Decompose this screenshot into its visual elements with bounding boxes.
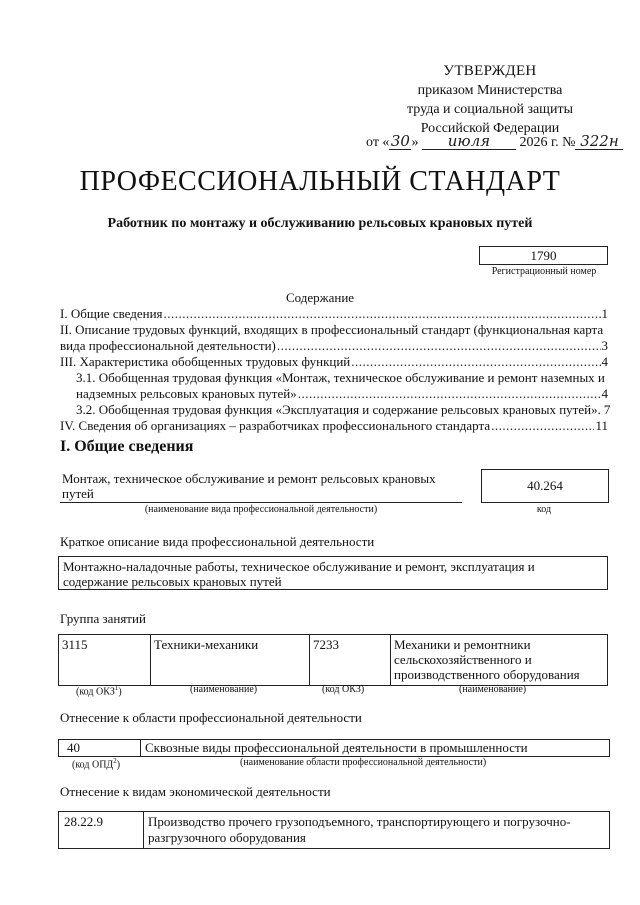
field-name-caption: (наименование области профессиональной деятельности) (240, 757, 487, 768)
name-caption: (наименование) (190, 684, 258, 695)
caption-text: (код ОПД (72, 759, 114, 771)
toc-item[interactable] (60, 306, 608, 322)
brief-description-label: Краткое описание вида профессиональной деятельности (60, 534, 375, 549)
divider (60, 502, 462, 503)
toc-item[interactable] (60, 402, 611, 418)
toc-item[interactable] (60, 370, 608, 402)
occupation-name-cell: Механики и ремонтники сельскохозяйственного и производственного оборудования (391, 635, 608, 686)
okz-code-caption (76, 684, 122, 697)
caption-text: ) (116, 759, 121, 771)
toc-item[interactable] (60, 418, 608, 434)
toc-item-page: 3 (601, 338, 608, 353)
toc-title: Содержание (285, 290, 355, 305)
footnote-mark: 1 (114, 684, 119, 692)
page-title: ПРОФЕССИОНАЛЬНЫЙ СТАНДАРТ (79, 166, 561, 197)
field-label: Отнесение к области профессиональной деятельности (60, 710, 362, 725)
name-caption: (наименование) (459, 684, 527, 695)
order-day: 30 (390, 132, 410, 150)
toc-item-text: III. Характеристика обобщенных трудовых функций (60, 354, 351, 369)
toc-leader (277, 338, 601, 354)
toc-leader (164, 306, 601, 322)
order-year: 2026 г. № (519, 135, 576, 150)
toc-item-text: 3.2. Обобщенная трудовая функция «Эксплуатация и содержание рельсовых крановых путей». (76, 402, 601, 417)
toc-item-text: I. Общие сведения (60, 306, 163, 321)
toc-leader (491, 418, 594, 434)
activity-kind-name: Монтаж, техническое обслуживание и ремонт рельсовых крановых путей (62, 471, 436, 501)
toc-leader (351, 354, 600, 370)
toc-item-page: 4 (601, 354, 608, 369)
toc-item[interactable] (60, 322, 608, 354)
activity-code: 40.264 (481, 469, 609, 503)
opd-code-caption (72, 757, 120, 770)
section-title: I. Общие сведения (60, 438, 194, 455)
brief-description: Монтажно-наладочные работы, техническое обслуживание и ремонт, эксплуатация и содержание рельсовых крановых путей (58, 556, 608, 590)
field-code: 40 (67, 740, 80, 755)
approval-line-2: труда и социальной защиты (407, 102, 573, 117)
activity-code-caption: код (536, 504, 552, 515)
footnote-mark: 2 (113, 757, 117, 765)
okz-code-cell: 7233 (310, 635, 391, 686)
caption-text: ) (118, 686, 122, 698)
approval-line-3: Российской Федерации (420, 121, 560, 136)
occupation-group-table (58, 634, 608, 686)
registration-label: Регистрационный номер (491, 266, 597, 277)
approval-title: УТВЕРЖДЕН (443, 63, 537, 79)
caption-text: (код ОКЗ (76, 686, 115, 698)
table-of-contents (60, 306, 611, 434)
page-subtitle: Работник по монтажу и обслуживанию рельсовых крановых путей (107, 216, 533, 231)
approval-block (360, 62, 620, 138)
toc-item-page: 1 (601, 306, 608, 321)
occupation-group-label: Группа занятий (60, 611, 146, 626)
field-row (58, 739, 610, 757)
divider (143, 812, 144, 848)
toc-item-page: 11 (595, 418, 608, 433)
toc-item-text: II. Описание трудовых функций, входящих в профессиональный стандарт (функциональная карта (60, 322, 604, 337)
economic-activity-row (58, 811, 610, 849)
order-month: июля (422, 133, 516, 150)
toc-leader (298, 386, 601, 402)
toc-item[interactable] (60, 354, 608, 370)
order-number: 322н (575, 133, 623, 150)
occupation-name-cell: Техники-механики (151, 635, 310, 686)
table-row (59, 635, 608, 686)
okz-code-cell: 3115 (59, 635, 151, 686)
order-line (366, 133, 623, 151)
order-close-quote: » (411, 135, 419, 150)
okved-code: 28.22.9 (64, 814, 103, 829)
toc-item-text: IV. Сведения об организациях – разработчиках профессионального стандарта (60, 418, 491, 433)
registration-number: 1790 (479, 246, 608, 265)
field-name: Сквозные виды профессиональной деятельности в промышленности (145, 740, 528, 755)
approval-line-1: приказом Министерства (417, 83, 563, 98)
divider (140, 740, 141, 756)
economic-activity-label: Отнесение к видам экономической деятельности (60, 784, 331, 799)
toc-item-text-cont: вида профессиональной деятельности) (60, 338, 276, 353)
okved-name: Производство прочего грузоподъемного, транспортирующего и погрузочно-разгрузочного оборудования (148, 814, 571, 845)
toc-item-text-cont: надземных рельсовых крановых путей» (76, 386, 297, 401)
activity-kind-caption: (наименование вида профессиональной деятельности) (144, 504, 378, 515)
okz-code-caption: (код ОКЗ) (322, 684, 365, 695)
toc-item-page: 4 (601, 386, 608, 401)
order-from: от « (366, 135, 390, 150)
toc-item-text: 3.1. Обобщенная трудовая функция «Монтаж, техническое обслуживание и ремонт наземных и (76, 370, 605, 385)
toc-item-page: 7 (603, 402, 611, 417)
